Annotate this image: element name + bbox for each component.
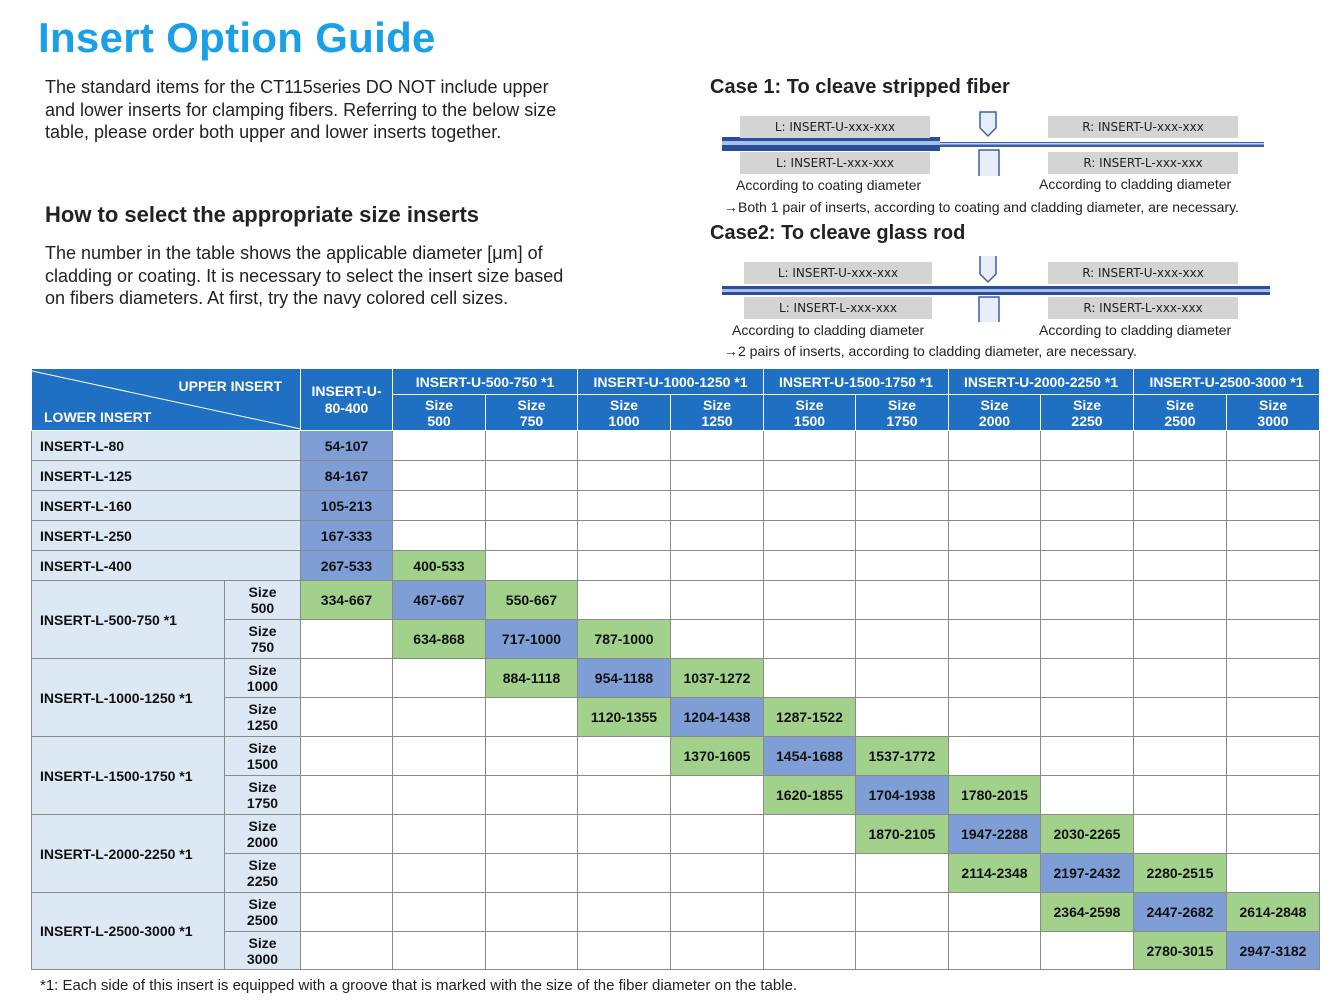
upper-size-header: Size 1250 xyxy=(671,395,764,431)
range-cell: 1537-1772 xyxy=(856,737,949,776)
range-cell: 2780-3015 xyxy=(1134,932,1227,970)
case2-left-lower-label: L: INSERT-L-xxx-xxx xyxy=(744,297,932,319)
range-cell: 2947-3182 xyxy=(1227,932,1320,970)
range-cell: 2364-2598 xyxy=(1041,893,1134,932)
case2-right-upper-label: R: INSERT-U-xxx-xxx xyxy=(1048,262,1238,284)
upper-single-header: INSERT-U-80-400 xyxy=(301,369,393,431)
lower-insert-name: INSERT-L-125 xyxy=(32,461,301,491)
upper-size-header: Size 500 xyxy=(393,395,486,431)
lower-insert-label: LOWER INSERT xyxy=(44,409,152,425)
upper-size-header: Size 1000 xyxy=(578,395,671,431)
upper-size-header: Size 1750 xyxy=(856,395,949,431)
range-cell: 1704-1938 xyxy=(856,776,949,815)
range-cell: 2447-2682 xyxy=(1134,893,1227,932)
range-cell: 467-667 xyxy=(393,581,486,620)
lower-size-label: Size 2500 xyxy=(225,893,301,932)
range-cell: 1947-2288 xyxy=(949,815,1041,854)
range-cell: 1370-1605 xyxy=(671,737,764,776)
range-cell: 2614-2848 xyxy=(1227,893,1320,932)
lower-insert-name: INSERT-L-250 xyxy=(32,521,301,551)
insert-size-table xyxy=(31,368,1320,970)
range-cell: 1120-1355 xyxy=(578,698,671,737)
table-row xyxy=(32,491,1320,521)
table-row xyxy=(32,776,1320,815)
range-cell: 1037-1272 xyxy=(671,659,764,698)
lower-insert-name: INSERT-L-400 xyxy=(32,551,301,581)
footnote: *1: Each side of this insert is equipped with a groove that is marked with the size of the fiber diameter on the table. xyxy=(40,977,798,994)
upper-group-header: INSERT-U-2000-2250 *1 xyxy=(949,369,1134,395)
range-cell: 1454-1688 xyxy=(764,737,856,776)
upper-size-header: Size 1500 xyxy=(764,395,856,431)
case1-note: →Both 1 pair of inserts, according to coating and cladding diameter, are necessary. xyxy=(724,199,1239,215)
table-row xyxy=(32,551,1320,581)
range-cell: 2280-2515 xyxy=(1134,854,1227,893)
table-row xyxy=(32,620,1320,659)
upper-group-header: INSERT-U-2500-3000 *1 xyxy=(1134,369,1320,395)
range-cell: 1204-1438 xyxy=(671,698,764,737)
range-cell: 167-333 xyxy=(301,521,393,551)
case2-note: →2 pairs of inserts, according to cladding diameter, are necessary. xyxy=(724,343,1137,359)
range-cell: 1780-2015 xyxy=(949,776,1041,815)
upper-size-header: Size 2250 xyxy=(1041,395,1134,431)
range-cell: 954-1188 xyxy=(578,659,671,698)
lower-insert-name: INSERT-L-2500-3000 *1 xyxy=(32,893,225,970)
range-cell: 787-1000 xyxy=(578,620,671,659)
upper-group-header: INSERT-U-500-750 *1 xyxy=(393,369,578,395)
table-row xyxy=(32,815,1320,854)
case2-left-caption: According to cladding diameter xyxy=(732,322,925,338)
lower-size-label: Size 2250 xyxy=(225,854,301,893)
lower-insert-name: INSERT-L-500-750 *1 xyxy=(32,581,225,659)
range-cell: 1287-1522 xyxy=(764,698,856,737)
range-cell: 105-213 xyxy=(301,491,393,521)
case1-left-caption: According to coating diameter xyxy=(736,177,922,193)
case2-diagram xyxy=(720,256,1280,322)
case1-right-caption: According to cladding diameter xyxy=(1039,176,1232,192)
case1-left-upper-label: L: INSERT-U-xxx-xxx xyxy=(740,116,930,138)
howto-text: The number in the table shows the applicable diameter [μm] of cladding or coating. It is necessary to select the insert size based on fibers diameters. At first, try the navy colored cell sizes. xyxy=(45,243,564,308)
table-row xyxy=(32,461,1320,491)
lower-insert-name: INSERT-L-1500-1750 *1 xyxy=(32,737,225,815)
range-cell: 334-667 xyxy=(301,581,393,620)
range-cell: 2030-2265 xyxy=(1041,815,1134,854)
upper-group-header: INSERT-U-1000-1250 *1 xyxy=(578,369,764,395)
lower-size-label: Size 1000 xyxy=(225,659,301,698)
table-row xyxy=(32,698,1320,737)
case2-heading: Case2: To cleave glass rod xyxy=(710,222,966,244)
upper-size-header: Size 2000 xyxy=(949,395,1041,431)
range-cell: 884-1118 xyxy=(486,659,578,698)
lower-insert-name: INSERT-L-160 xyxy=(32,491,301,521)
table-row xyxy=(32,659,1320,698)
case1-diagram xyxy=(720,110,1280,176)
range-cell: 634-868 xyxy=(393,620,486,659)
range-cell: 400-533 xyxy=(393,551,486,581)
upper-size-header: Size 750 xyxy=(486,395,578,431)
lower-insert-name: INSERT-L-1000-1250 *1 xyxy=(32,659,225,737)
lower-size-label: Size 750 xyxy=(225,620,301,659)
page-title: Insert Option Guide xyxy=(38,14,436,61)
table-corner-header xyxy=(32,369,301,431)
range-cell: 267-533 xyxy=(301,551,393,581)
range-cell: 84-167 xyxy=(301,461,393,491)
table-row xyxy=(32,932,1320,970)
table-row xyxy=(32,737,1320,776)
case1-right-upper-label: R: INSERT-U-xxx-xxx xyxy=(1048,116,1238,138)
table-row xyxy=(32,431,1320,461)
case1-heading: Case 1: To cleave stripped fiber xyxy=(710,76,1010,98)
range-cell: 550-667 xyxy=(486,581,578,620)
intro-text: The standard items for the CT115series DO NOT include upper and lower inserts for clamping fibers. Referring to the below size table, please order both upper and lower inserts together. xyxy=(45,77,557,142)
lower-size-label: Size 1750 xyxy=(225,776,301,815)
table-row xyxy=(32,581,1320,620)
table-row xyxy=(32,893,1320,932)
lower-size-label: Size 3000 xyxy=(225,932,301,970)
case1-left-lower-label: L: INSERT-L-xxx-xxx xyxy=(740,152,930,174)
range-cell: 1620-1855 xyxy=(764,776,856,815)
table-row xyxy=(32,521,1320,551)
upper-group-header: INSERT-U-1500-1750 *1 xyxy=(764,369,949,395)
lower-size-label: Size 500 xyxy=(225,581,301,620)
table-row xyxy=(32,854,1320,893)
case2-right-caption: According to cladding diameter xyxy=(1039,322,1232,338)
range-cell: 54-107 xyxy=(301,431,393,461)
case2-right-lower-label: R: INSERT-L-xxx-xxx xyxy=(1048,297,1238,319)
case2-left-upper-label: L: INSERT-U-xxx-xxx xyxy=(744,262,932,284)
howto-heading: How to select the appropriate size inserts xyxy=(45,202,480,227)
range-cell: 717-1000 xyxy=(486,620,578,659)
lower-size-label: Size 1500 xyxy=(225,737,301,776)
upper-size-header: Size 2500 xyxy=(1134,395,1227,431)
upper-insert-label: UPPER INSERT xyxy=(178,378,282,394)
lower-insert-name: INSERT-L-2000-2250 *1 xyxy=(32,815,225,893)
case1-right-lower-label: R: INSERT-L-xxx-xxx xyxy=(1048,152,1238,174)
range-cell: 2197-2432 xyxy=(1041,854,1134,893)
lower-size-label: Size 2000 xyxy=(225,815,301,854)
range-cell: 1870-2105 xyxy=(856,815,949,854)
upper-size-header: Size 3000 xyxy=(1227,395,1320,431)
range-cell: 2114-2348 xyxy=(949,854,1041,893)
lower-insert-name: INSERT-L-80 xyxy=(32,431,301,461)
lower-size-label: Size 1250 xyxy=(225,698,301,737)
